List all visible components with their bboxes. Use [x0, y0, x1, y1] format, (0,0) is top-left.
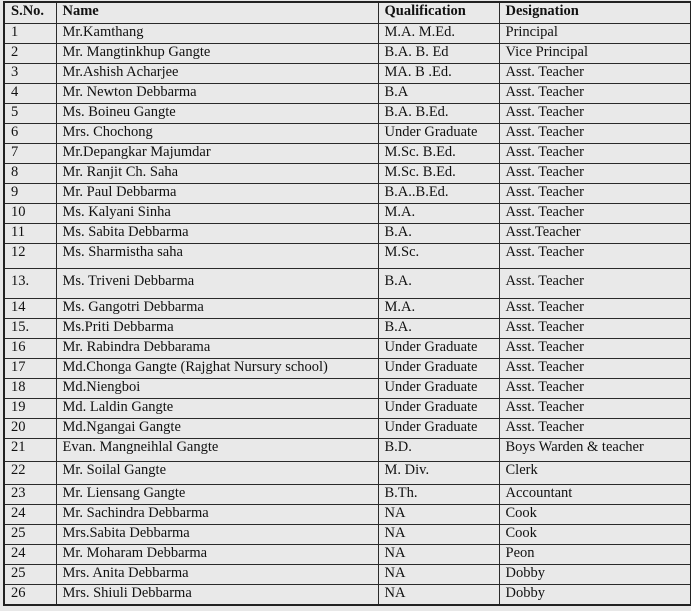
table-row — [4, 269, 691, 299]
cell-name: Ms. Boineu Gangte — [56, 104, 378, 124]
table-row — [4, 64, 691, 84]
cell-name: Md.Chonga Gangte (Rajghat Nursury school) — [56, 359, 378, 379]
cell-designation: Asst. Teacher — [499, 84, 691, 104]
cell-name: Mrs. Anita Debbarma — [56, 565, 378, 585]
cell-qualification: B.D. — [378, 439, 499, 462]
cell-name: Md.Niengboi — [56, 379, 378, 399]
table-row — [4, 144, 691, 164]
table-row — [4, 319, 691, 339]
cell-designation: Clerk — [499, 462, 691, 485]
cell-sno: 8 — [4, 164, 56, 184]
cell-designation: Vice Principal — [499, 44, 691, 64]
table-row — [4, 224, 691, 244]
cell-sno: 9 — [4, 184, 56, 204]
table-row — [4, 164, 691, 184]
cell-name: Ms. Sharmistha saha — [56, 244, 378, 269]
table-row — [4, 359, 691, 379]
table-row — [4, 485, 691, 505]
cell-sno: 4 — [4, 84, 56, 104]
cell-qualification: B.A. — [378, 269, 499, 299]
cell-qualification: M.A. M.Ed. — [378, 24, 499, 44]
cell-name: Mr. Soilal Gangte — [56, 462, 378, 485]
table-row — [4, 24, 691, 44]
cell-name: Ms. Kalyani Sinha — [56, 204, 378, 224]
cell-qualification: B.A — [378, 84, 499, 104]
cell-designation: Asst. Teacher — [499, 164, 691, 184]
cell-designation: Asst. Teacher — [499, 144, 691, 164]
table-row — [4, 84, 691, 104]
cell-qualification: B.A..B.Ed. — [378, 184, 499, 204]
header-name: Name — [56, 2, 378, 24]
table-row — [4, 565, 691, 585]
cell-sno: 3 — [4, 64, 56, 84]
cell-qualification: M.A. — [378, 299, 499, 319]
cell-qualification: M.Sc. B.Ed. — [378, 164, 499, 184]
cell-name: Mrs. Chochong — [56, 124, 378, 144]
cell-name: Ms.Priti Debbarma — [56, 319, 378, 339]
cell-qualification: B.A. B. Ed — [378, 44, 499, 64]
cell-designation: Asst.Teacher — [499, 224, 691, 244]
cell-sno: 17 — [4, 359, 56, 379]
cell-sno: 15. — [4, 319, 56, 339]
table-row — [4, 204, 691, 224]
header-designation: Designation — [499, 2, 691, 24]
cell-sno: 26 — [4, 585, 56, 606]
cell-designation: Dobby — [499, 565, 691, 585]
table-row — [4, 339, 691, 359]
table-row — [4, 399, 691, 419]
cell-qualification: Under Graduate — [378, 399, 499, 419]
cell-designation: Dobby — [499, 585, 691, 606]
cell-designation: Asst. Teacher — [499, 124, 691, 144]
cell-name: Mr. Rabindra Debbarama — [56, 339, 378, 359]
table-row — [4, 419, 691, 439]
cell-sno: 10 — [4, 204, 56, 224]
cell-qualification: Under Graduate — [378, 419, 499, 439]
table-row — [4, 124, 691, 144]
cell-sno: 2 — [4, 44, 56, 64]
table-row — [4, 585, 691, 606]
cell-designation: Asst. Teacher — [499, 359, 691, 379]
cell-name: Mr. Ranjit Ch. Saha — [56, 164, 378, 184]
cell-qualification: Under Graduate — [378, 124, 499, 144]
cell-name: Ms. Gangotri Debbarma — [56, 299, 378, 319]
cell-sno: 19 — [4, 399, 56, 419]
cell-name: Evan. Mangneihlal Gangte — [56, 439, 378, 462]
cell-name: Ms. Sabita Debbarma — [56, 224, 378, 244]
cell-sno: 18 — [4, 379, 56, 399]
cell-designation: Asst. Teacher — [499, 299, 691, 319]
cell-qualification: Under Graduate — [378, 359, 499, 379]
cell-sno: 23 — [4, 485, 56, 505]
cell-designation: Asst. Teacher — [499, 244, 691, 269]
cell-designation: Peon — [499, 545, 691, 565]
cell-designation: Boys Warden & teacher — [499, 439, 691, 462]
cell-name: Mr. Moharam Debbarma — [56, 545, 378, 565]
staff-table — [3, 1, 691, 606]
cell-qualification: MA. B .Ed. — [378, 64, 499, 84]
cell-name: Mrs. Shiuli Debbarma — [56, 585, 378, 606]
cell-qualification: NA — [378, 565, 499, 585]
cell-sno: 25 — [4, 565, 56, 585]
cell-qualification: B.A. — [378, 224, 499, 244]
cell-designation: Asst. Teacher — [499, 269, 691, 299]
cell-qualification: Under Graduate — [378, 379, 499, 399]
cell-sno: 12 — [4, 244, 56, 269]
cell-name: Mr. Newton Debbarma — [56, 84, 378, 104]
cell-name: Mr. Liensang Gangte — [56, 485, 378, 505]
cell-name: Md.Ngangai Gangte — [56, 419, 378, 439]
cell-designation: Asst. Teacher — [499, 419, 691, 439]
table-row — [4, 462, 691, 485]
cell-qualification: NA — [378, 525, 499, 545]
table-row — [4, 439, 691, 462]
cell-sno: 11 — [4, 224, 56, 244]
cell-designation: Asst. Teacher — [499, 379, 691, 399]
cell-designation: Asst. Teacher — [499, 184, 691, 204]
table-row — [4, 545, 691, 565]
cell-sno: 21 — [4, 439, 56, 462]
cell-qualification: B.A. — [378, 319, 499, 339]
cell-sno: 25 — [4, 525, 56, 545]
cell-name: Mr. Paul Debbarma — [56, 184, 378, 204]
cell-sno: 6 — [4, 124, 56, 144]
cell-sno: 14 — [4, 299, 56, 319]
cell-sno: 24 — [4, 505, 56, 525]
table-row — [4, 44, 691, 64]
header-sno: S.No. — [4, 2, 56, 24]
table-header-row — [4, 2, 691, 24]
table-row — [4, 244, 691, 269]
cell-qualification: M. Div. — [378, 462, 499, 485]
cell-sno: 22 — [4, 462, 56, 485]
cell-designation: Cook — [499, 525, 691, 545]
cell-sno: 13. — [4, 269, 56, 299]
cell-name: Md. Laldin Gangte — [56, 399, 378, 419]
cell-qualification: M.Sc. — [378, 244, 499, 269]
cell-designation: Asst. Teacher — [499, 339, 691, 359]
cell-sno: 5 — [4, 104, 56, 124]
cell-qualification: Under Graduate — [378, 339, 499, 359]
cell-qualification: NA — [378, 585, 499, 606]
cell-name: Ms. Triveni Debbarma — [56, 269, 378, 299]
table-row — [4, 299, 691, 319]
cell-name: Mr.Depangkar Majumdar — [56, 144, 378, 164]
cell-name: Mrs.Sabita Debbarma — [56, 525, 378, 545]
cell-designation: Asst. Teacher — [499, 204, 691, 224]
cell-qualification: B.A. B.Ed. — [378, 104, 499, 124]
cell-name: Mr.Ashish Acharjee — [56, 64, 378, 84]
cell-qualification: M.Sc. B.Ed. — [378, 144, 499, 164]
cell-designation: Accountant — [499, 485, 691, 505]
table-row — [4, 505, 691, 525]
cell-designation: Cook — [499, 505, 691, 525]
cell-qualification: NA — [378, 505, 499, 525]
cell-qualification: B.Th. — [378, 485, 499, 505]
cell-qualification: M.A. — [378, 204, 499, 224]
cell-designation: Principal — [499, 24, 691, 44]
table-row — [4, 104, 691, 124]
table-row — [4, 379, 691, 399]
cell-name: Mr. Mangtinkhup Gangte — [56, 44, 378, 64]
cell-sno: 24 — [4, 545, 56, 565]
header-qualification: Qualification — [378, 2, 499, 24]
cell-name: Mr. Sachindra Debbarma — [56, 505, 378, 525]
cell-sno: 20 — [4, 419, 56, 439]
cell-qualification: NA — [378, 545, 499, 565]
cell-sno: 7 — [4, 144, 56, 164]
cell-name: Mr.Kamthang — [56, 24, 378, 44]
cell-designation: Asst. Teacher — [499, 64, 691, 84]
table-row — [4, 525, 691, 545]
cell-designation: Asst. Teacher — [499, 399, 691, 419]
cell-designation: Asst. Teacher — [499, 104, 691, 124]
cell-sno: 1 — [4, 24, 56, 44]
cell-designation: Asst. Teacher — [499, 319, 691, 339]
table-row — [4, 184, 691, 204]
cell-sno: 16 — [4, 339, 56, 359]
